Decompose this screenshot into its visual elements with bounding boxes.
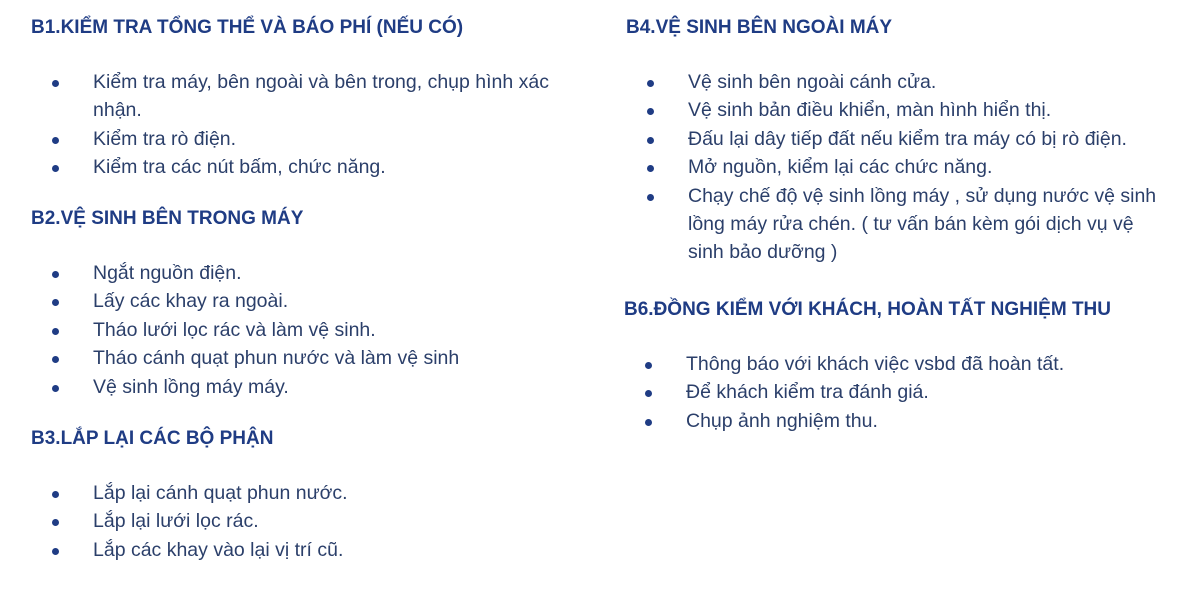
list-item: Vệ sinh bản điều khiển, màn hình hiển thị. (647, 96, 1167, 124)
list-item: Kiểm tra máy, bên ngoài và bên trong, chụp hình xác nhận. (52, 68, 552, 125)
bullet-icon (52, 80, 59, 87)
list-item: Vệ sinh lồng máy máy. (52, 373, 552, 401)
list-item: Chạy chế độ vệ sinh lồng máy , sử dụng nước vệ sinh lồng máy rửa chén. ( tư vấn bán kèm gói dịch vụ vệ sinh bảo dưỡng ) (647, 182, 1167, 267)
list-item: Đấu lại dây tiếp đất nếu kiểm tra máy có bị rò điện. (647, 125, 1167, 153)
bullet-icon (645, 419, 652, 426)
bullet-icon (645, 390, 652, 397)
bullet-icon (647, 80, 654, 87)
bullet-icon (52, 137, 59, 144)
bullet-icon (52, 385, 59, 392)
list-item: Thông báo với khách việc vsbd đã hoàn tất. (645, 350, 1165, 378)
bullet-icon (52, 491, 59, 498)
bullet-icon (647, 108, 654, 115)
list-item: Tháo cánh quạt phun nước và làm vệ sinh (52, 344, 552, 372)
list-item: Lấy các khay ra ngoài. (52, 287, 552, 315)
bullet-icon (52, 548, 59, 555)
section-b3-list (52, 479, 552, 564)
list-item: Ngắt nguồn điện. (52, 259, 552, 287)
section-b1-list (52, 68, 552, 182)
bullet-icon (647, 165, 654, 172)
bullet-icon (647, 194, 654, 201)
list-item: Lắp lại lưới lọc rác. (52, 507, 552, 535)
list-item: Lắp lại cánh quạt phun nước. (52, 479, 552, 507)
bullet-icon (52, 519, 59, 526)
section-b2-heading: B2.VỆ SINH BÊN TRONG MÁY (31, 208, 304, 229)
list-item: Để khách kiểm tra đánh giá. (645, 378, 1165, 406)
section-b6-list (645, 350, 1165, 435)
section-b6-heading: B6.ĐỒNG KIỂM VỚI KHÁCH, HOÀN TẤT NGHIỆM THU (624, 299, 1111, 320)
list-item: Vệ sinh bên ngoài cánh cửa. (647, 68, 1167, 96)
section-b2-list (52, 259, 552, 401)
bullet-icon (52, 356, 59, 363)
bullet-icon (52, 165, 59, 172)
bullet-icon (647, 137, 654, 144)
bullet-icon (52, 328, 59, 335)
bullet-icon (645, 362, 652, 369)
list-item: Mở nguồn, kiểm lại các chức năng. (647, 153, 1167, 181)
section-b4-heading: B4.VỆ SINH BÊN NGOÀI MÁY (626, 17, 893, 38)
list-item: Tháo lưới lọc rác và làm vệ sinh. (52, 316, 552, 344)
list-item: Lắp các khay vào lại vị trí cũ. (52, 536, 552, 564)
bullet-icon (52, 271, 59, 278)
list-item: Kiểm tra rò điện. (52, 125, 552, 153)
list-item: Chụp ảnh nghiệm thu. (645, 407, 1165, 435)
section-b1-heading: B1.KIỂM TRA TỔNG THỂ VÀ BÁO PHÍ (NẾU CÓ) (31, 17, 464, 38)
section-b3-heading: B3.LẮP LẠI CÁC BỘ PHẬN (31, 428, 274, 449)
list-item: Kiểm tra các nút bấm, chức năng. (52, 153, 552, 181)
section-b4-list (647, 68, 1167, 267)
bullet-icon (52, 299, 59, 306)
